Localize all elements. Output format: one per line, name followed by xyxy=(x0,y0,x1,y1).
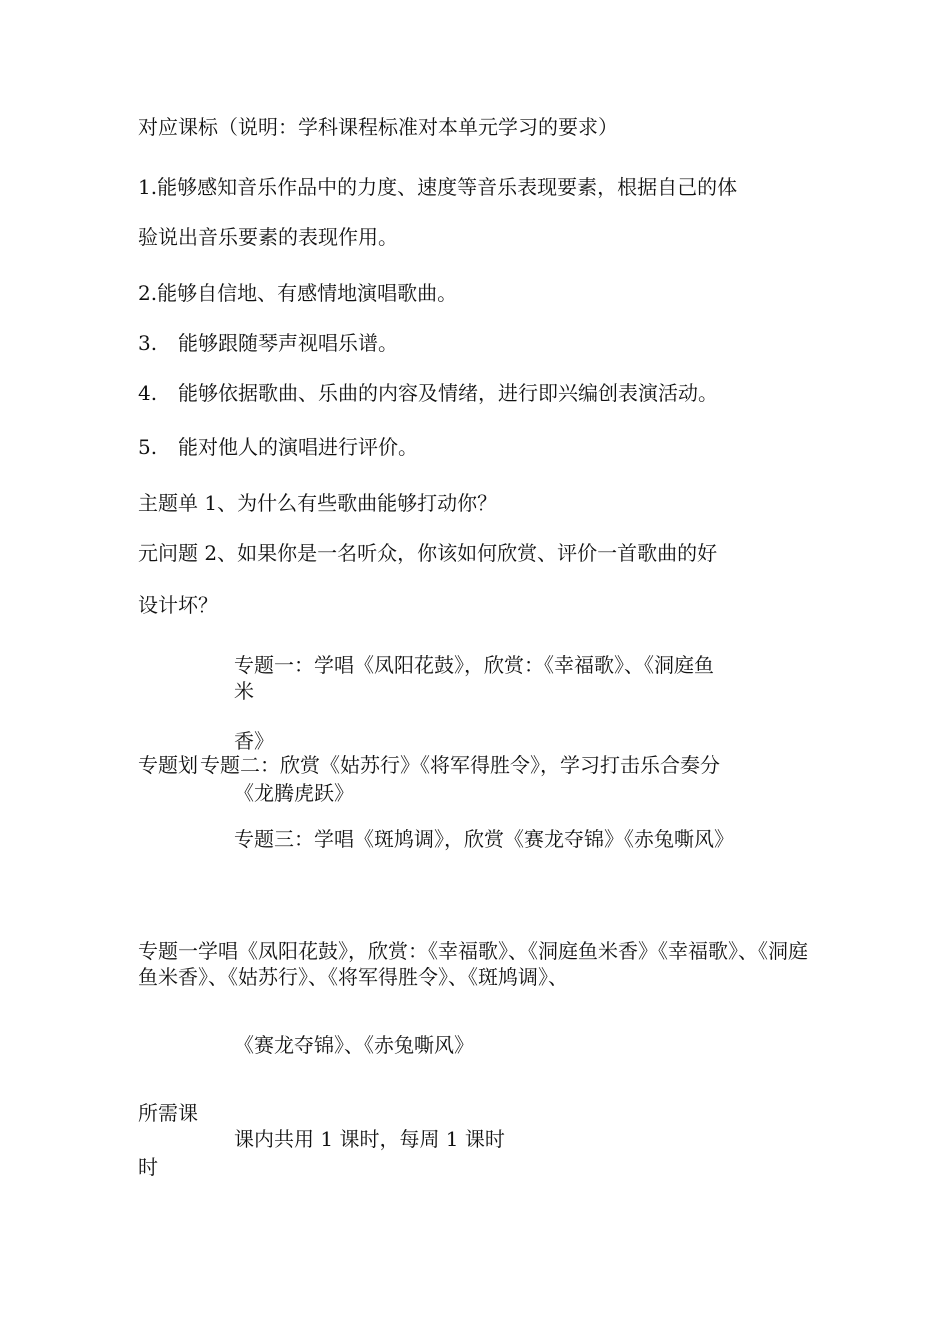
standard-item-2: 2.能够自信地、有感情地演唱歌曲。 xyxy=(138,281,458,305)
topic-1c: 香》 xyxy=(234,729,274,753)
hours-label-a: 所需课 xyxy=(138,1101,198,1125)
standard-item-4 xyxy=(138,380,718,406)
hours-label-b: 时 xyxy=(138,1155,158,1179)
topic-2b: 《龙腾虎跃》 xyxy=(234,781,354,805)
question-2a: 元问题 2、如果你是一名听众，你该如何欣赏、评价一首歌曲的好 xyxy=(138,541,718,565)
topic-1a: 专题一：学唱《凤阳花鼓》，欣赏：《幸福歌》、《洞庭鱼 xyxy=(234,653,714,677)
item-text: 能对他人的演唱进行评价。 xyxy=(178,435,418,459)
standards-heading: 对应课标（说明：学科课程标准对本单元学习的要求） xyxy=(138,115,618,139)
standard-item-1b: 验说出音乐要素的表现作用。 xyxy=(138,225,398,249)
standard-item-5 xyxy=(138,434,418,460)
item-text: 能够跟随琴声视唱乐谱。 xyxy=(178,331,398,355)
standard-item-1a: 1.能够感知音乐作品中的力度、速度等音乐表现要素，根据自己的体 xyxy=(138,175,738,199)
topic-1b: 米 xyxy=(234,679,254,703)
item-number: 5. xyxy=(138,435,158,459)
topic-2-label: 专题划 xyxy=(138,753,198,777)
hours-value: 课内共用 1 课时，每周 1 课时 xyxy=(234,1127,505,1151)
topic-2: 专题二：欣赏《姑苏行》《将军得胜令》，学习打击乐合奏分 xyxy=(200,753,720,777)
item-number: 3. xyxy=(138,331,158,355)
materials-text-b: 《赛龙夺锦》、《赤兔嘶风》 xyxy=(234,1033,474,1057)
item-number: 4. xyxy=(138,381,158,405)
item-text: 能够依据歌曲、乐曲的内容及情绪，进行即兴编创表演活动。 xyxy=(178,381,718,405)
question-1: 主题单 1、为什么有些歌曲能够打动你？ xyxy=(138,491,498,515)
topic-3: 专题三：学唱《斑鸠调》，欣赏《赛龙夺锦》《赤兔嘶风》 xyxy=(234,827,734,851)
question-2b: 设计坏？ xyxy=(138,593,218,617)
materials-text: 专题一学唱《凤阳花鼓》，欣赏：《幸福歌》、《洞庭鱼米香》《幸福歌》、《洞庭鱼米香》、《姑苏行》、《将军得胜令》、《斑鸠调》、 xyxy=(138,939,808,989)
standard-item-3 xyxy=(138,330,398,356)
